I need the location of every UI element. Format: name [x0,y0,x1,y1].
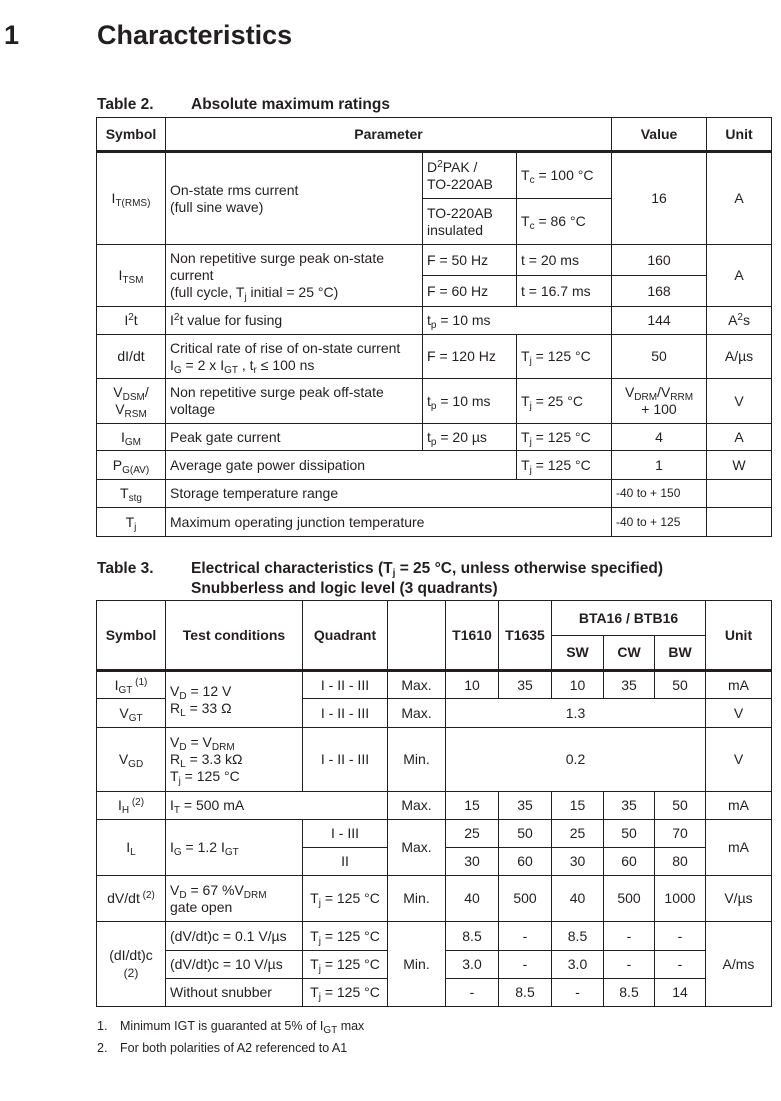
value-cell: 0.2 [446,728,706,792]
symbol-cell: $T_j$ [97,508,166,537]
quadrant-cell: I - II - III [303,699,388,728]
condition-cell: F = 60 Hz [423,276,517,307]
value-cell: 10 [446,671,499,699]
value-cell: 35 [604,671,655,699]
condition-cell: TO-220AB insulated [423,199,517,245]
unit-cell: V [706,728,772,792]
value-cell: 1.3 [446,699,706,728]
condition-cell: $T_j = 125$ °C [517,335,612,379]
value-cell: 8.5 [446,922,499,951]
unit-cell: mA [706,792,772,820]
unit-cell: V [707,379,772,424]
value-cell: 500 [604,876,655,922]
table-row [97,820,772,848]
parameter-cell: Peak gate current [166,424,423,451]
value-cell: 35 [499,792,552,820]
value-cell: 50 [604,820,655,848]
value-cell: 8.5 [604,979,655,1007]
table-row [97,480,772,508]
symbol-cell: dV/dt $^{(2)}$ [97,876,166,922]
symbol-cell: dI/dt [97,335,166,379]
header-symbol: Symbol [97,601,166,671]
limit-cell: Min. [388,728,446,792]
header-symbol: Symbol [97,118,166,152]
table-row [97,728,772,792]
value-cell: - [604,951,655,979]
condition-cell: $T_j = 125$ °C [517,451,612,480]
table-row [97,335,772,379]
value-cell: - [604,922,655,951]
parameter-cell: Maximum operating junction temperature [166,508,612,537]
condition-cell: $T_j = 25$ °C [517,379,612,424]
limit-cell: Min. [388,876,446,922]
table-row [97,792,772,820]
unit-cell: A [707,152,772,245]
condition-cell: $D^2PAK$ / TO-220AB [423,152,517,199]
value-cell: 40 [446,876,499,922]
table-row [97,671,772,699]
condition-cell: $T_j = 125$ °C [517,424,612,451]
test-conditions-cell: (dV/dt)c = 0.1 V/µs [166,922,303,951]
quadrant-cell: $T_j = 125$ °C [303,922,388,951]
test-conditions-cell: (dV/dt)c = 10 V/µs [166,951,303,979]
electrical-characteristics-table [96,600,772,1007]
unit-cell: mA [706,671,772,699]
symbol-cell: $I_{TSM}$ [97,245,166,307]
test-conditions-cell: $V_D = 67$ $\%V_{DRM}$ gate open [166,876,303,922]
section-number: 1 [4,20,20,50]
table-row [97,508,772,537]
parameter-cell: Critical rate of rise of on-state current $I_G = 2$ x $I_{GT}$ , $t_r \le 100$ ns [166,335,423,379]
value-cell: 15 [552,792,604,820]
condition-cell: F = 120 Hz [423,335,517,379]
header-cw: CW [604,636,655,671]
header-t1610: T1610 [446,601,499,671]
value-cell: 3.0 [446,951,499,979]
value-cell: 1 [612,451,707,480]
unit-cell: W [707,451,772,480]
unit-cell: V [706,699,772,728]
value-cell: 500 [499,876,552,922]
condition-cell: $t_p = 20$ µs [423,424,517,451]
parameter-cell: Non repetitive surge peak off-state voltage [166,379,423,424]
header-bw: BW [655,636,706,671]
value-cell: 25 [446,820,499,848]
table2-caption-title: Absolute maximum ratings [191,96,390,113]
test-conditions-cell: Without snubber [166,979,303,1007]
section-title: Characteristics [97,20,293,50]
limit-cell: Max. [388,699,446,728]
condition-cell: t = 20 ms [517,245,612,276]
value-cell: 14 [655,979,706,1007]
condition-cell: $t_p = 10$ ms [423,307,612,335]
value-cell: 4 [612,424,707,451]
value-cell: - [446,979,499,1007]
quadrant-cell: I - III [303,820,388,848]
value-cell: 50 [655,671,706,699]
unit-cell [707,480,772,508]
table3-header-row [97,601,772,636]
value-cell: 35 [499,671,552,699]
limit-cell: Max. [388,792,446,820]
unit-cell: mA [706,820,772,876]
table-row [97,379,772,424]
value-cell: 70 [655,820,706,848]
value-cell: - [552,979,604,1007]
table-row [97,424,772,451]
value-cell: 60 [499,848,552,876]
table-row [97,451,772,480]
unit-cell: A [707,245,772,307]
symbol-cell: $T_{stg}$ [97,480,166,508]
value-cell: 1000 [655,876,706,922]
value-cell: 16 [612,152,707,245]
value-cell: 50 [499,820,552,848]
value-cell: 50 [612,335,707,379]
header-limit [388,601,446,671]
value-cell: 10 [552,671,604,699]
table-row [97,876,772,922]
value-cell: 160 [612,245,707,276]
note-1: 1. Minimum IGT is guaranted at 5% of $I_{GT}$ max [97,1019,365,1036]
value-cell: - [499,922,552,951]
symbol-cell: $I_{T(RMS)}$ [97,152,166,245]
test-conditions-cell: $I_G = 1.2$ $I_{GT}$ [166,820,303,876]
unit-cell [707,508,772,537]
table2-caption [97,95,390,115]
header-t1635: T1635 [499,601,552,671]
parameter-cell: Storage temperature range [166,480,612,508]
symbol-cell: $P_{G(AV)}$ [97,451,166,480]
value-cell: -40 to + 125 [612,508,707,537]
value-cell: 15 [446,792,499,820]
quadrant-cell: $T_j = 125$ °C [303,951,388,979]
value-cell: 50 [655,792,706,820]
value-cell: $V_{DRM}/V_{RRM}$ + 100 [612,379,707,424]
symbol-cell: $V_{GD}$ [97,728,166,792]
header-bta16-btb16: BTA16 / BTB16 [552,601,706,636]
unit-cell: A [707,424,772,451]
symbol-cell: $V_{GT}$ [97,699,166,728]
limit-cell: Max. [388,671,446,699]
value-cell: 168 [612,276,707,307]
absolute-maximum-ratings-table [96,117,772,537]
unit-cell: A/ms [706,922,772,1007]
value-cell: - [655,922,706,951]
header-sw: SW [552,636,604,671]
value-cell: 35 [604,792,655,820]
table-notes [97,1015,364,1059]
limit-cell: Max. [388,820,446,876]
table2-header-row [97,118,772,152]
test-conditions-cell: $I_T = 500$ mA [166,792,388,820]
parameter-cell: Non repetitive surge peak on-state current (full cycle, $T_j$ initial = 25 °C) [166,245,423,307]
table-row [97,152,772,199]
parameter-cell: On-state rms current (full sine wave) [166,152,423,245]
value-cell: 30 [552,848,604,876]
table2-caption-label: Table 2. [97,96,154,113]
symbol-cell: $I_L$ [97,820,166,876]
limit-cell: Min. [388,922,446,1007]
value-cell: - [655,951,706,979]
table-row [97,922,772,951]
header-quadrant: Quadrant [303,601,388,671]
table3-caption-label: Table 3. [97,560,154,577]
symbol-cell: $I_H$ $^{(2)}$ [97,792,166,820]
header-test-conditions: Test conditions [166,601,303,671]
condition-cell: F = 50 Hz [423,245,517,276]
symbol-cell: (dI/dt)c (2) [97,922,166,1007]
value-cell: 40 [552,876,604,922]
value-cell: 80 [655,848,706,876]
value-cell: 144 [612,307,707,335]
note-2: 2. For both polarities of A2 referenced to A1 [97,1041,348,1055]
header-unit: Unit [707,118,772,152]
parameter-cell: Average gate power dissipation [166,451,517,480]
quadrant-cell: I - II - III [303,671,388,699]
parameter-cell: $I^2t$ value for fusing [166,307,423,335]
header-value: Value [612,118,707,152]
symbol-cell: $V_{DSM}/$ $V_{RSM}$ [97,379,166,424]
value-cell: 3.0 [552,951,604,979]
quadrant-cell: $T_j = 125$ °C [303,979,388,1007]
table3-caption [97,559,663,599]
value-cell: 8.5 [552,922,604,951]
quadrant-cell: II [303,848,388,876]
quadrant-cell: $T_j = 125$ °C [303,876,388,922]
symbol-cell: $I_{GT}$ $^{(1)}$ [97,671,166,699]
unit-cell: V/µs [706,876,772,922]
condition-cell: $t_p = 10$ ms [423,379,517,424]
header-unit: Unit [706,601,772,671]
test-conditions-cell: $V_D = V_{DRM}$ $R_L = 3.3$ kΩ $T_j = 125$ °C [166,728,303,792]
value-cell: - [499,951,552,979]
condition-cell: t = 16.7 ms [517,276,612,307]
unit-cell: A/µs [707,335,772,379]
table-row [97,307,772,335]
value-cell: 8.5 [499,979,552,1007]
quadrant-cell: I - II - III [303,728,388,792]
header-parameter: Parameter [166,118,612,152]
value-cell: 30 [446,848,499,876]
table-row [97,245,772,276]
symbol-cell: $I_{GM}$ [97,424,166,451]
value-cell: 60 [604,848,655,876]
condition-cell: $T_c = 100$ °C [517,152,612,199]
table3-caption-title: Electrical characteristics ($T_j = 25$ °C, unless otherwise specified) Snubberless and logic level (3 quadrants) [191,560,664,597]
test-conditions-cell: $V_D = 12$ V $R_L = 33$ Ω [166,671,303,728]
value-cell: -40 to + 150 [612,480,707,508]
symbol-cell: $I^2t$ [97,307,166,335]
value-cell: 25 [552,820,604,848]
condition-cell: $T_c = 86$ °C [517,199,612,245]
unit-cell: $A^2s$ [707,307,772,335]
